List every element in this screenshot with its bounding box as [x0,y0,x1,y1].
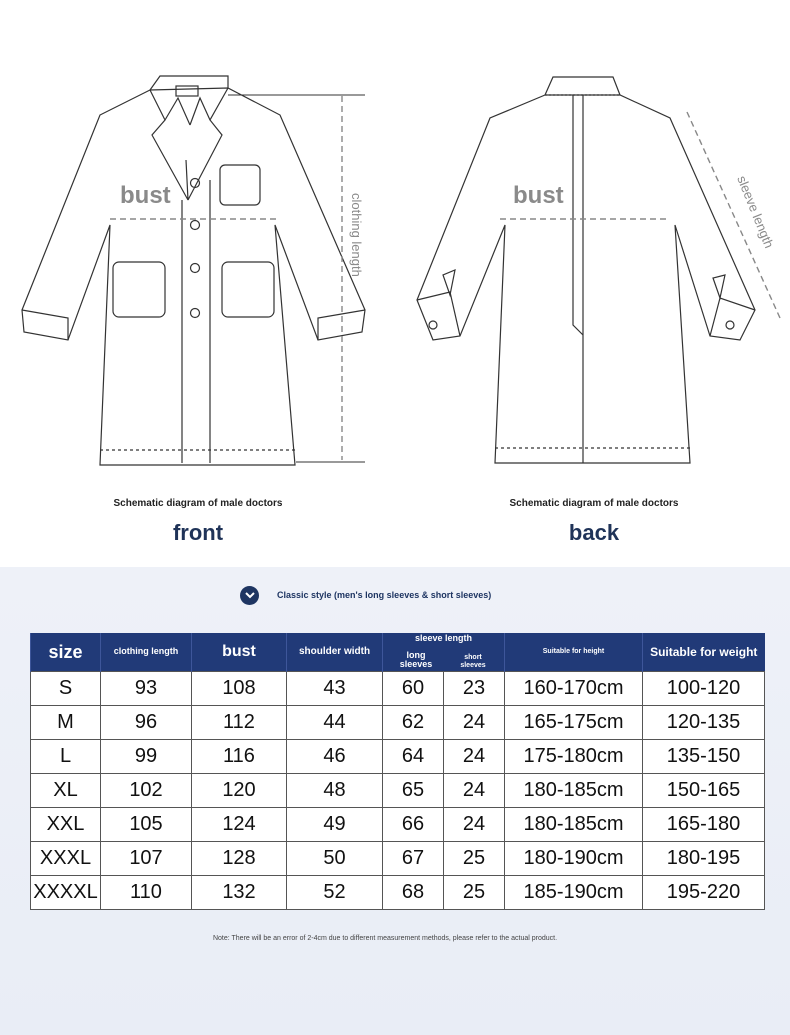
cell-shoulder: 49 [287,808,383,842]
cell-long: 64 [383,740,444,774]
header-weight: Suitable for weight [643,633,765,672]
cell-length: 110 [101,876,192,910]
cell-shoulder: 50 [287,842,383,876]
back-caption: Schematic diagram of male doctors [509,498,679,509]
style-header [240,585,491,605]
front-coat-diagram [0,0,395,480]
front-bust-label: bust [120,182,171,209]
front-length-label: clothing length [349,193,364,277]
cell-weight: 135-150 [643,740,765,774]
cell-bust: 124 [192,808,287,842]
cell-height: 180-185cm [505,774,643,808]
cell-height: 180-185cm [505,808,643,842]
table-header-row [31,633,765,672]
cell-shoulder: 48 [287,774,383,808]
cell-long: 65 [383,774,444,808]
table-row [31,706,765,740]
cell-size: XXXXL [31,876,101,910]
cell-length: 102 [101,774,192,808]
cell-short: 23 [444,672,505,706]
cell-long: 66 [383,808,444,842]
cell-shoulder: 46 [287,740,383,774]
cell-length: 93 [101,672,192,706]
table-row [31,808,765,842]
cell-short: 24 [444,774,505,808]
header-bust: bust [192,633,287,672]
cell-height: 175-180cm [505,740,643,774]
measurement-note: Note: There will be an error of 2-4cm due to different measurement methods, please refer to the actual product. [212,935,558,942]
cell-weight: 180-195 [643,842,765,876]
cell-size: XL [31,774,101,808]
back-sleeve-label: sleeve length [734,173,777,251]
chevron-down-icon [240,586,259,605]
cell-weight: 100-120 [643,672,765,706]
cell-bust: 108 [192,672,287,706]
cell-short: 24 [444,706,505,740]
cell-height: 185-190cm [505,876,643,910]
cell-length: 105 [101,808,192,842]
cell-bust: 112 [192,706,287,740]
cell-height: 160-170cm [505,672,643,706]
cell-bust: 128 [192,842,287,876]
cell-long: 68 [383,876,444,910]
header-height: Suitable for height [505,633,643,672]
cell-long: 60 [383,672,444,706]
cell-short: 24 [444,740,505,774]
cell-size: S [31,672,101,706]
table-row [31,672,765,706]
cell-shoulder: 44 [287,706,383,740]
cell-size: XXXL [31,842,101,876]
front-caption: Schematic diagram of male doctors [113,498,283,509]
header-clothing-length: clothing length [101,633,192,672]
cell-length: 107 [101,842,192,876]
cell-size: L [31,740,101,774]
header-size: size [31,633,101,672]
back-coat-diagram [395,0,790,480]
cell-short: 25 [444,842,505,876]
cell-height: 180-190cm [505,842,643,876]
cell-bust: 120 [192,774,287,808]
front-view-label: front [172,520,224,545]
cell-long: 62 [383,706,444,740]
table-row [31,740,765,774]
cell-shoulder: 52 [287,876,383,910]
cell-weight: 120-135 [643,706,765,740]
header-sleeve-length [383,633,505,672]
header-short-sleeves: short sleeves [460,654,486,669]
cell-size: XXL [31,808,101,842]
cell-weight: 195-220 [643,876,765,910]
cell-weight: 165-180 [643,808,765,842]
table-row [31,876,765,910]
cell-bust: 116 [192,740,287,774]
table-row [31,842,765,876]
cell-length: 96 [101,706,192,740]
cell-height: 165-175cm [505,706,643,740]
cell-short: 24 [444,808,505,842]
cell-length: 99 [101,740,192,774]
back-view-label: back [568,520,620,545]
size-table [30,633,765,910]
header-shoulder-width: shoulder width [287,633,383,672]
style-title: Classic style (men's long sleeves & short sleeves) [277,590,492,600]
cell-bust: 132 [192,876,287,910]
cell-shoulder: 43 [287,672,383,706]
header-sleeve-length-label: sleeve length [414,633,473,643]
cell-weight: 150-165 [643,774,765,808]
back-bust-label: bust [513,182,564,209]
cell-size: M [31,706,101,740]
table-row [31,774,765,808]
header-long-sleeves: long sleeves [399,650,433,670]
cell-short: 25 [444,876,505,910]
cell-long: 67 [383,842,444,876]
